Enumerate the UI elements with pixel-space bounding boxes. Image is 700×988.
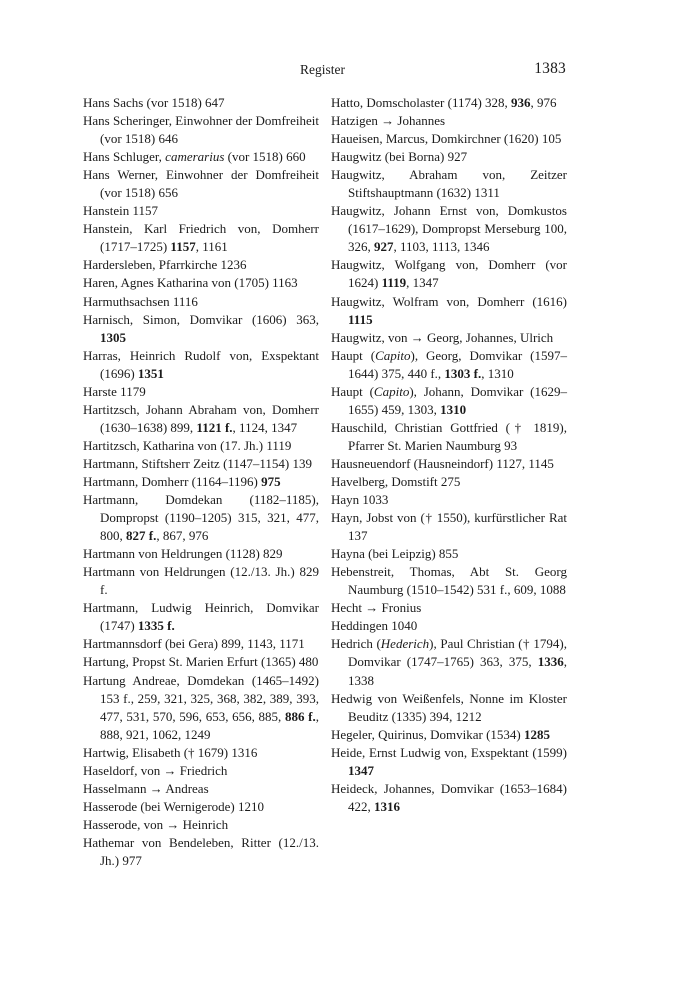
bold-page-ref: 827 f. (126, 528, 157, 544)
running-title: Register (300, 62, 345, 77)
index-entry: Hartmann, Domdekan (1182–1185), Dompropst (1190–1205) 315, 321, 477, 800, 827 f., 867, 976 (83, 492, 319, 544)
index-entry: Hebenstreit, Thomas, Abt St. Georg Naumburg (1510–1542) 531 f., 609, 1088 (331, 564, 567, 598)
italic-term: Capito (375, 347, 411, 363)
bold-page-ref: 1310 (440, 401, 467, 417)
index-entry: Hayn 1033 (331, 492, 389, 508)
bold-page-ref: 1115 (348, 311, 373, 327)
index-entry: Haugwitz, Abraham von, Zeitzer Stiftshauptmann (1632) 1311 (331, 167, 567, 201)
index-entry: Harmuthsachsen 1116 (83, 293, 198, 309)
index-entry: Hartmannsdorf (bei Gera) 899, 1143, 1171 (83, 636, 305, 652)
index-entry: Haugwitz, Johann Ernst von, Domkustos (1617–1629), Dompropst Merseburg 100, 326, 927, 1103, 1113, 1346 (331, 203, 567, 255)
index-column-right (331, 94, 567, 816)
index-entry: Hardersleben, Pfarrkirche 1236 (83, 257, 247, 273)
index-entry: Hartmann von Heldrungen (12./13. Jh.) 829 f. (83, 564, 319, 598)
index-entry: Haseldorf, von → Friedrich (83, 762, 228, 778)
index-entry: Hartwig, Elisabeth († 1679) 1316 (83, 744, 258, 760)
bold-page-ref: 1119 (381, 275, 407, 291)
index-entry: Hans Werner, Einwohner der Domfreiheit (vor 1518) 656 (83, 167, 319, 201)
index-column-left (83, 94, 319, 870)
bold-page-ref: 1305 (100, 329, 126, 345)
index-entry: Hartmann, Stiftsherr Zeitz (1147–1154) 139 (83, 455, 313, 471)
bold-page-ref: 927 (374, 239, 394, 255)
italic-term: Hederich (380, 636, 430, 652)
index-entry: Hauschild, Christian Gottfried († 1819), Pfarrer St. Marien Naumburg 93 (331, 419, 567, 453)
index-entry: Hans Sachs (vor 1518) 647 (83, 95, 225, 110)
index-entry: Hanstein, Karl Friedrich von, Domherr (1717–1725) 1157, 1161 (83, 221, 319, 255)
bold-page-ref: 1347 (348, 762, 374, 778)
index-entry: Hans Scheringer, Einwohner der Domfreiheit (vor 1518) 646 (83, 113, 319, 147)
italic-term: Capito (373, 383, 410, 399)
index-entry: Hegeler, Quirinus, Domvikar (1534) 1285 (331, 726, 550, 742)
index-entry: Haugwitz (bei Borna) 927 (331, 149, 468, 165)
bold-page-ref: 886 f. (284, 708, 316, 724)
running-header (0, 60, 700, 82)
index-entry: Hartmann, Ludwig Heinrich, Domvikar (1747) 1335 f. (83, 600, 319, 634)
index-entry: Heddingen 1040 (331, 618, 418, 634)
page-number: 1383 (534, 60, 566, 77)
bold-page-ref: 1303 f. (444, 365, 482, 381)
bold-page-ref: 936 (511, 95, 531, 110)
index-entry: Hecht → Fronius (331, 600, 422, 616)
index-entry: Hartmann, Domherr (1164–1196) 975 (83, 473, 281, 489)
index-entry: Heideck, Johannes, Domvikar (1653–1684) 422, 1316 (331, 780, 567, 814)
index-entry: Hausneuendorf (Hausneindorf) 1127, 1145 (331, 455, 554, 471)
index-entry: Haren, Agnes Katharina von (1705) 1163 (83, 275, 298, 291)
index-entry: Haugwitz, Wolfgang von, Domherr (vor 1624) 1119, 1347 (331, 257, 567, 291)
index-entry: Hartung, Propst St. Marien Erfurt (1365) 480 (83, 654, 319, 670)
index-entry: Haugwitz, Wolfram von, Domherr (1616) 1115 (331, 293, 567, 327)
index-entry: Haueisen, Marcus, Domkirchner (1620) 105 (331, 131, 562, 147)
bold-page-ref: 1121 f. (196, 419, 233, 435)
index-entry: Haugwitz, von → Georg, Johannes, Ulrich (331, 329, 554, 345)
index-entry: Hasserode (bei Wernigerode) 1210 (83, 798, 265, 814)
bold-page-ref: 1336 (537, 654, 564, 670)
index-entry: Hans Schluger, camerarius (vor 1518) 660 (83, 149, 306, 165)
index-entry: Hatto, Domscholaster (1174) 328, 936, 976 (331, 95, 557, 110)
bold-page-ref: 1351 (137, 365, 164, 381)
index-entry: Harnisch, Simon, Domvikar (1606) 363, 1305 (83, 311, 319, 345)
index-entry: Hartitzsch, Johann Abraham von, Domherr (1630–1638) 899, 1121 f., 1124, 1347 (83, 401, 319, 435)
index-entry: Hedrich (Hederich), Paul Christian († 1794), Domvikar (1747–1765) 363, 375, 1336, 1338 (331, 636, 567, 688)
bold-page-ref: 1285 (524, 726, 550, 742)
index-entry: Havelberg, Domstift 275 (331, 473, 461, 489)
index-entry: Hartmann von Heldrungen (1128) 829 (83, 546, 283, 562)
bold-page-ref: 1316 (374, 798, 400, 814)
index-entry: Hasselmann → Andreas (83, 780, 209, 796)
bold-page-ref: 1335 f. (137, 618, 175, 634)
index-entry: Hartitzsch, Katharina von (17. Jh.) 1119 (83, 437, 292, 453)
index-entry: Hanstein 1157 (83, 203, 158, 219)
index-entry: Hayn, Jobst von († 1550), kurfürstlicher Rat 137 (331, 510, 567, 544)
bold-page-ref: 975 (261, 473, 281, 489)
index-entry: Hayna (bei Leipzig) 855 (331, 546, 459, 562)
bold-page-ref: 1157 (170, 239, 196, 255)
index-entry: Hasserode, von → Heinrich (83, 816, 229, 832)
italic-term: camerarius (165, 149, 225, 165)
index-entry: Hathemar von Bendeleben, Ritter (12./13. Jh.) 977 (83, 834, 319, 868)
index-entry: Hartung Andreae, Domdekan (1465–1492) 153 f., 259, 321, 325, 368, 382, 389, 393, 477, 531, 570, 596, 653, 656, 885, 886 f., 888, 921, 1062, 1249 (83, 672, 319, 742)
index-entry: Harras, Heinrich Rudolf von, Exspektant (1696) 1351 (83, 347, 319, 381)
index-entry: Haupt (Capito), Johann, Domvikar (1629–1655) 459, 1303, 1310 (331, 383, 567, 417)
index-entry: Haupt (Capito), Georg, Domvikar (1597–1644) 375, 440 f., 1303 f., 1310 (331, 347, 568, 381)
index-entry: Hedwig von Weißenfels, Nonne im Kloster Beuditz (1335) 394, 1212 (331, 690, 567, 724)
index-entry: Harste 1179 (83, 383, 146, 399)
index-entry: Heide, Ernst Ludwig von, Exspektant (1599) 1347 (331, 744, 567, 778)
index-entry: Hatzigen → Johannes (331, 113, 446, 129)
